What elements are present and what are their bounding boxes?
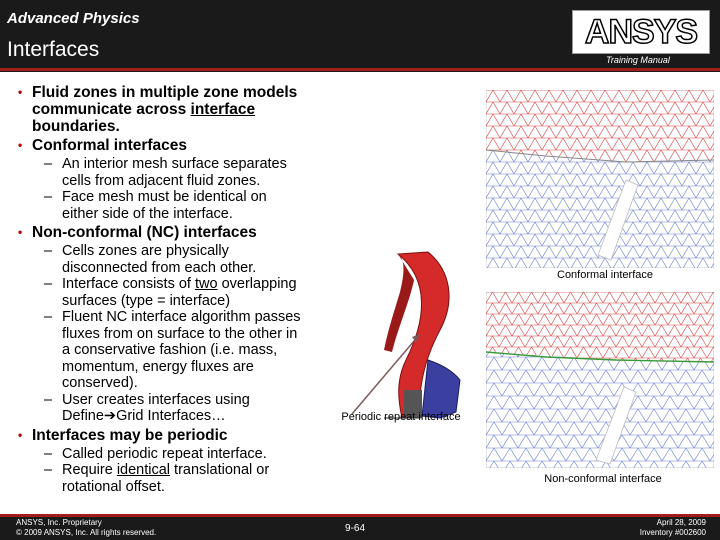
bullet-2-text: Conformal interfaces [32, 137, 188, 154]
sub-bullet-text: surfaces (type = interface) [62, 292, 231, 309]
course-title: Advanced Physics [7, 10, 140, 27]
bullet-1 [18, 84, 358, 135]
ansys-logo-text: ANSYS [584, 13, 698, 51]
bullet-1-line-2 [32, 101, 358, 118]
sub-bullet [18, 462, 358, 495]
sub-bullet-text: cells from adjacent fluid zones. [62, 172, 261, 189]
bullet-3 [18, 224, 358, 241]
date-inventory-block [610, 518, 706, 538]
nonconformal-mesh-image [486, 292, 714, 468]
bullet-3-text: Non-conformal (NC) interfaces [32, 224, 257, 241]
sub-bullet [18, 309, 358, 392]
sub-bullet-text: Grid Interfaces… [116, 408, 226, 424]
bullet-4 [18, 427, 358, 444]
dash-marker: – [44, 156, 53, 172]
sub-bullet-text: overlapping [217, 276, 297, 292]
inventory-text: Inventory #002600 [639, 528, 706, 537]
section-title: Interfaces [7, 38, 100, 61]
copyright-text: © 2009 ANSYS, Inc. All rights reserved. [16, 528, 157, 537]
sub-bullet-text: User creates interfaces using [62, 391, 250, 408]
sub-bullet [18, 276, 358, 309]
sub-bullet [18, 189, 358, 222]
conformal-interface-caption: Conformal interface [557, 269, 653, 281]
sub-bullet [18, 446, 358, 463]
footer-accent-line [0, 514, 720, 517]
sub-bullet-text: rotational offset. [62, 478, 165, 495]
footer-bar [0, 514, 720, 540]
sub-bullet-text: Interface consists of [62, 276, 195, 292]
header-accent-line [0, 68, 720, 71]
bullet-2 [18, 137, 358, 154]
sub-bullet-text: Fluent NC interface algorithm passes [62, 309, 301, 325]
bullet-1-line-3: boundaries. [32, 118, 120, 135]
proprietary-text: ANSYS, Inc. Proprietary [16, 518, 102, 527]
periodic-repeat-interface-caption: Periodic repeat interface [341, 411, 461, 423]
underlined-word: interface [190, 101, 256, 118]
date-text: April 28, 2009 [656, 518, 706, 527]
sub-bullet [18, 392, 358, 425]
training-manual-label: Training Manual [606, 55, 670, 65]
conformal-mesh-image [486, 90, 714, 268]
dash-marker: – [44, 445, 53, 462]
ansys-logo [572, 10, 710, 54]
dash-marker: – [44, 462, 53, 478]
bullet-list [18, 84, 358, 495]
nonconformal-interface-caption: Non-conformal interface [544, 473, 662, 485]
page-number: 9-64 [345, 523, 366, 534]
dash-marker: – [44, 189, 53, 205]
bullet-1-line-1: • Fluid zones in multiple zone models [32, 84, 298, 101]
sub-bullet-text: Called periodic repeat interface. [62, 445, 267, 462]
header-bar [0, 0, 720, 72]
dash-marker: – [44, 309, 53, 325]
sub-bullet-text: Cells zones are physically [62, 243, 229, 259]
dash-marker: – [44, 276, 53, 292]
sub-bullet-text: Require [62, 462, 117, 478]
copyright-block [16, 518, 156, 538]
sub-bullet-text: either side of the interface. [62, 205, 233, 222]
underlined-word: identical [116, 462, 171, 478]
periodic-geometry-image [340, 240, 490, 440]
sub-bullet-text: Face mesh must be identical on [62, 189, 267, 205]
sub-bullet-text: conserved). [62, 375, 138, 391]
bullet-4-text: Interfaces may be periodic [32, 426, 228, 444]
sub-bullet [18, 156, 358, 189]
arrow-icon: ➔ [103, 408, 117, 424]
underlined-word: two [194, 276, 218, 292]
dash-marker: – [44, 243, 53, 259]
sub-bullet-text: fluxes from on surface to the other in [62, 325, 298, 342]
dash-marker: – [44, 391, 53, 408]
sub-bullet-text: disconnected from each other. [62, 259, 257, 276]
sub-bullet-text: a conservative fashion (i.e. mass, [62, 342, 278, 358]
sub-bullet-text: translational or [170, 462, 270, 478]
bullet-1-text: communicate across [32, 101, 191, 118]
sub-bullet-text: momentum, energy fluxes are [62, 358, 254, 375]
sub-bullet-text: An interior mesh surface separates [62, 156, 287, 172]
sub-bullet-text: Define [62, 408, 104, 424]
sub-bullet [18, 243, 358, 276]
